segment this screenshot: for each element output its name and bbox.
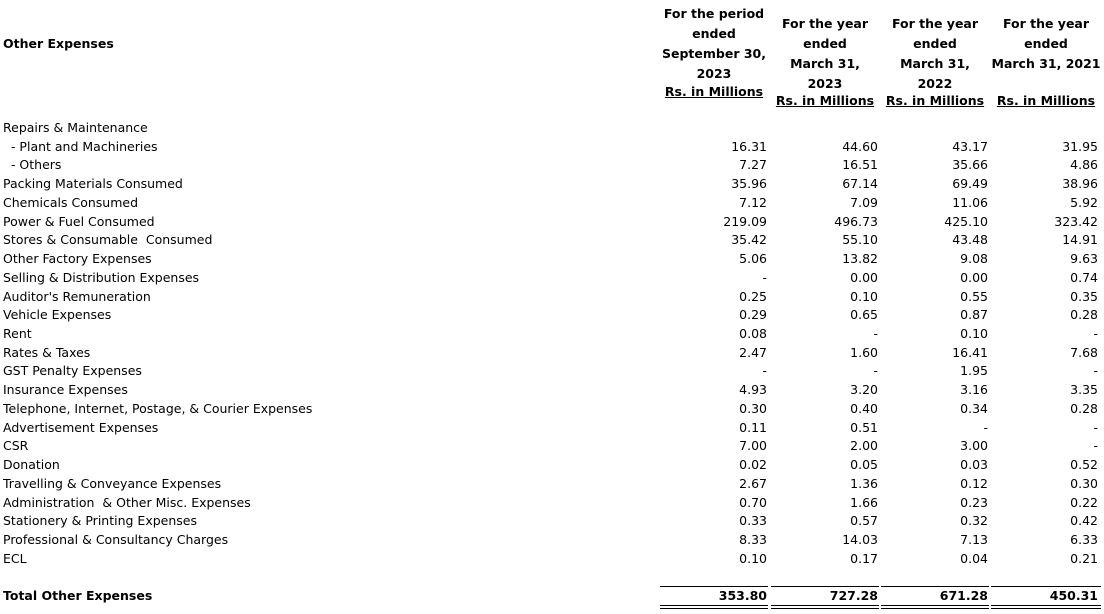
row-value: 0.11 <box>739 419 767 435</box>
column-header-mar-2022 <box>881 14 989 108</box>
column-header-sep-2023 <box>660 4 768 99</box>
row-value: 0.32 <box>960 513 988 529</box>
row-value: 0.12 <box>960 475 988 491</box>
total-value: 671.28 <box>939 588 988 603</box>
column-header-line: September 30, <box>662 46 766 61</box>
row-value: - <box>983 419 988 435</box>
row-label: Rent <box>3 326 32 342</box>
column-unit: Rs. in Millions <box>885 93 985 108</box>
row-label: GST Penalty Expenses <box>3 363 142 379</box>
total-row <box>0 587 1104 605</box>
table-row <box>0 288 1104 306</box>
total-top-rule <box>991 586 1101 587</box>
row-value: - <box>1093 438 1098 454</box>
row-value: 4.93 <box>739 382 767 398</box>
table-row <box>0 456 1104 474</box>
row-label: Selling & Distribution Expenses <box>3 269 200 285</box>
table-row <box>0 250 1104 268</box>
row-value: 5.06 <box>739 251 767 267</box>
row-value: - <box>1093 326 1098 342</box>
row-label: Rates & Taxes <box>3 344 91 360</box>
row-value: 31.95 <box>1062 138 1098 154</box>
row-value: 0.52 <box>1070 457 1098 473</box>
column-unit: Rs. in Millions <box>996 93 1096 108</box>
column-header-line: For the period <box>663 6 765 21</box>
row-value: 0.34 <box>960 400 988 416</box>
column-header-line: March 31, 2021 <box>991 56 1101 71</box>
row-label: CSR <box>3 438 29 454</box>
row-value: 9.08 <box>960 251 988 267</box>
row-value: 0.70 <box>739 494 767 510</box>
row-value: 0.02 <box>739 457 767 473</box>
column-header-line: For the year <box>781 16 869 31</box>
row-value: - <box>1093 419 1098 435</box>
row-label: Chemicals Consumed <box>3 194 139 210</box>
row-value: - <box>762 363 767 379</box>
total-double-rule <box>991 608 1101 609</box>
column-unit: Rs. in Millions <box>664 84 764 99</box>
row-value: 5.92 <box>1070 194 1098 210</box>
row-value: 0.40 <box>850 400 878 416</box>
row-value: 0.55 <box>960 288 988 304</box>
row-value: 496.73 <box>834 213 878 229</box>
row-value: 0.17 <box>850 550 878 566</box>
table-row <box>0 419 1104 437</box>
row-value: 0.23 <box>960 494 988 510</box>
total-value: 727.28 <box>829 588 878 603</box>
row-value: 0.28 <box>1070 400 1098 416</box>
row-value: 44.60 <box>842 138 878 154</box>
table-row <box>0 381 1104 399</box>
total-value: 450.31 <box>1049 588 1098 603</box>
row-value: 69.49 <box>952 176 988 192</box>
column-header-line: For the year <box>1002 16 1090 31</box>
row-value: 38.96 <box>1062 176 1098 192</box>
row-value: 0.29 <box>739 307 767 323</box>
total-double-rule <box>991 605 1101 606</box>
row-value: 7.13 <box>960 532 988 548</box>
column-header-mar-2021 <box>991 14 1101 108</box>
row-value: 0.25 <box>739 288 767 304</box>
row-label: - Plant and Machineries <box>3 138 158 154</box>
row-value: 2.47 <box>739 344 767 360</box>
row-value: 7.68 <box>1070 344 1098 360</box>
row-value: - <box>762 269 767 285</box>
row-label: Donation <box>3 457 60 473</box>
total-double-rule <box>660 605 768 606</box>
row-value: 6.33 <box>1070 532 1098 548</box>
row-label: Travelling & Conveyance Expenses <box>3 475 222 491</box>
total-label: Total Other Expenses <box>3 588 153 603</box>
table-row <box>0 494 1104 512</box>
table-row <box>0 175 1104 193</box>
row-value: 0.87 <box>960 307 988 323</box>
row-value: 4.86 <box>1070 157 1098 173</box>
table-row <box>0 400 1104 418</box>
row-label: Telephone, Internet, Postage, & Courier Expenses <box>3 400 313 416</box>
row-value: - <box>873 326 878 342</box>
row-value: 0.57 <box>850 513 878 529</box>
row-value: 0.51 <box>850 419 878 435</box>
column-unit: Rs. in Millions <box>775 93 875 108</box>
row-label: Administration & Other Misc. Expenses <box>3 494 251 510</box>
table-row <box>0 119 1104 137</box>
row-value: 0.10 <box>739 550 767 566</box>
total-double-rule <box>771 605 879 606</box>
row-value: 1.36 <box>850 475 878 491</box>
row-value: 16.31 <box>731 138 767 154</box>
row-value: 7.09 <box>850 194 878 210</box>
row-value: 16.41 <box>952 344 988 360</box>
total-double-rule <box>660 608 768 609</box>
table-row <box>0 306 1104 324</box>
row-label: Auditor's Remuneration <box>3 288 151 304</box>
total-top-rule <box>660 586 768 587</box>
row-label: - Others <box>3 157 62 173</box>
row-value: 1.60 <box>850 344 878 360</box>
row-value: 35.96 <box>731 176 767 192</box>
total-top-rule <box>771 586 879 587</box>
column-header-line: ended <box>1024 36 1068 51</box>
table-row <box>0 156 1104 174</box>
row-value: 425.10 <box>944 213 988 229</box>
row-value: - <box>873 363 878 379</box>
row-value: - <box>1093 363 1098 379</box>
row-label: Stores & Consumable Consumed <box>3 232 213 248</box>
row-value: 0.22 <box>1070 494 1098 510</box>
row-value: 35.42 <box>731 232 767 248</box>
row-value: 9.63 <box>1070 251 1098 267</box>
row-label: Vehicle Expenses <box>3 307 112 323</box>
row-value: 8.33 <box>739 532 767 548</box>
table-row <box>0 437 1104 455</box>
row-value: 0.04 <box>960 550 988 566</box>
total-top-rule <box>881 586 989 587</box>
row-value: 0.05 <box>850 457 878 473</box>
column-header-line: ended <box>692 26 736 41</box>
table-row <box>0 531 1104 549</box>
row-value: 0.08 <box>739 326 767 342</box>
total-double-rule <box>881 605 989 606</box>
row-value: 16.51 <box>842 157 878 173</box>
row-value: 0.28 <box>1070 307 1098 323</box>
row-label: Packing Materials Consumed <box>3 176 183 192</box>
row-value: 3.16 <box>960 382 988 398</box>
table-row <box>0 512 1104 530</box>
row-label: Power & Fuel Consumed <box>3 213 155 229</box>
row-value: 0.00 <box>960 269 988 285</box>
row-value: 0.74 <box>1070 269 1098 285</box>
row-value: 14.91 <box>1062 232 1098 248</box>
row-value: 0.21 <box>1070 550 1098 566</box>
row-value: 3.35 <box>1070 382 1098 398</box>
total-double-rule <box>771 608 879 609</box>
table-row <box>0 231 1104 249</box>
row-value: 13.82 <box>842 251 878 267</box>
row-value: 11.06 <box>952 194 988 210</box>
table-row <box>0 138 1104 156</box>
row-value: 2.00 <box>850 438 878 454</box>
row-label: Insurance Expenses <box>3 382 128 398</box>
column-header-line: ended <box>913 36 957 51</box>
row-value: 2.67 <box>739 475 767 491</box>
table-row <box>0 475 1104 493</box>
row-label: Stationery & Printing Expenses <box>3 513 197 529</box>
row-value: 0.33 <box>739 513 767 529</box>
row-value: 7.12 <box>739 194 767 210</box>
table-row <box>0 362 1104 380</box>
row-value: 219.09 <box>723 213 767 229</box>
row-value: 55.10 <box>842 232 878 248</box>
column-header-line: March 31, 2022 <box>900 56 970 91</box>
row-label: ECL <box>3 550 27 566</box>
row-value: 0.30 <box>739 400 767 416</box>
column-header-mar-2023 <box>771 14 879 108</box>
row-value: 1.95 <box>960 363 988 379</box>
table-row <box>0 550 1104 568</box>
row-value: 43.17 <box>952 138 988 154</box>
total-value: 353.80 <box>718 588 767 603</box>
row-label: Advertisement Expenses <box>3 419 159 435</box>
row-value: 35.66 <box>952 157 988 173</box>
column-header-line: For the year <box>891 16 979 31</box>
row-value: 3.00 <box>960 438 988 454</box>
row-value: 0.10 <box>850 288 878 304</box>
table-row <box>0 344 1104 362</box>
column-header-line: ended <box>803 36 847 51</box>
table-row <box>0 269 1104 287</box>
row-label: Other Factory Expenses <box>3 251 152 267</box>
row-value: 67.14 <box>842 176 878 192</box>
table-row <box>0 325 1104 343</box>
row-value: 0.10 <box>960 326 988 342</box>
row-value: 0.65 <box>850 307 878 323</box>
row-value: 0.42 <box>1070 513 1098 529</box>
row-label: Repairs & Maintenance <box>3 120 148 135</box>
row-value: 43.48 <box>952 232 988 248</box>
column-header-line: March 31, 2023 <box>790 56 860 91</box>
row-value: 0.03 <box>960 457 988 473</box>
row-value: 1.66 <box>850 494 878 510</box>
row-value: 3.20 <box>850 382 878 398</box>
row-value: 0.00 <box>850 269 878 285</box>
table-row <box>0 213 1104 231</box>
row-label: Professional & Consultancy Charges <box>3 532 229 548</box>
column-header-line: 2023 <box>696 66 732 81</box>
table-title: Other Expenses <box>3 36 114 51</box>
row-value: 0.30 <box>1070 475 1098 491</box>
row-value: 14.03 <box>842 532 878 548</box>
table-row <box>0 194 1104 212</box>
total-double-rule <box>881 608 989 609</box>
row-value: 7.00 <box>739 438 767 454</box>
row-value: 323.42 <box>1054 213 1098 229</box>
row-value: 7.27 <box>739 157 767 173</box>
row-value: 0.35 <box>1070 288 1098 304</box>
